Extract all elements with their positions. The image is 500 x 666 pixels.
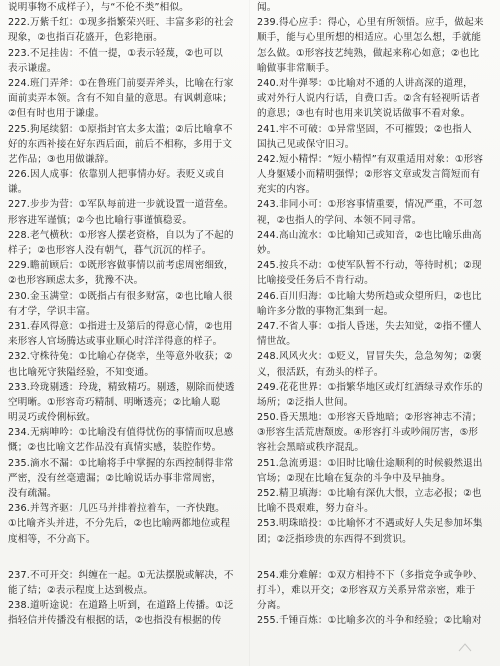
text-line: 247.不省人事：①指人昏迷，失去知觉，②指不懂人: [257, 320, 482, 332]
paragraph-gap: [8, 547, 242, 568]
text-line: 252.精卫填海：①比喻有深仇大恨，立志必报；②也: [257, 488, 482, 499]
text-line: 怎么做。①形容技艺纯熟，做起来称心如意；②也比: [257, 47, 480, 59]
text-line: ②但有时也用于谦虚。: [8, 108, 105, 120]
text-line: 248.风风火火：①贬义，冒冒失失，急急匆匆；②褒: [257, 351, 482, 363]
text-line: 容社会黑暗或秩序混乱。: [257, 442, 365, 454]
text-line: 223.不足挂齿：不值一提，①表示轻蔑，②也可以: [8, 47, 223, 59]
text-line: 的意思；③也有时也用来讥笑说话做事不看对象。: [257, 108, 471, 120]
text-line: 好的东西补接在好东西后面，前后不相称，多用于文: [8, 138, 233, 150]
text-line: 250.昏天黑地：①形容天昏地暗；②形容神志不清；: [257, 412, 482, 424]
right-bottom-block: [257, 568, 491, 629]
text-line: 闻。: [257, 2, 277, 13]
text-line: 谦。: [8, 184, 28, 196]
text-line: 面前卖弄本领。含有不知自量的意思。有讽刺意味；: [8, 93, 233, 105]
text-line: 也比喻死守狭隘经验，不知变通。: [8, 366, 155, 378]
text-line: 231.春风得意：①指进士及第后的得意心情，②也用: [8, 320, 233, 332]
text-line: 妙。: [257, 245, 277, 256]
text-line: 241.牢不可破：①异常坚固，不可摧毁；②也指人: [257, 123, 472, 135]
text-line: 242.短小精悍：“短小精悍”有双重适用对象：①形容: [257, 153, 484, 165]
text-line: 指轻信并传播没有根据的话，②也指没有根据的传: [8, 615, 222, 627]
text-line: 234.无病呻吟：①比喻没有值得忧伤的事情而叹息感: [8, 427, 234, 439]
text-line: 比喻接受任务后不肯行动。: [257, 275, 374, 287]
text-line: 246.百川归海：①比喻大势所趋或众望所归，②也比: [257, 290, 482, 302]
text-line: 团；②泛指珍贵的东西得不到赏识。: [257, 533, 412, 545]
text-line: 说明事物不成样子），与“不伦不类”相似。: [8, 2, 189, 13]
left-bottom-block: [8, 568, 242, 629]
text-line: 慨；②也比喻文艺作品没有真情实感，装腔作势。: [8, 442, 222, 454]
text-line: ①比喻齐头并进，不分先后，②也比喻两都地位或程: [8, 518, 231, 530]
text-line: 情世故。: [257, 336, 296, 348]
right-top-block: [257, 0, 491, 547]
text-line: ②也形容顾虑太多，犹豫不决。: [8, 275, 144, 287]
text-line: 现象，②也指百花盛开，色彩艳丽。: [8, 32, 163, 44]
text-line: 形容进军谨慎；②今也比喻行事谨慎稳妥。: [8, 214, 193, 226]
text-line: 义，很活跃，有劲头的样子。: [257, 366, 384, 378]
text-line: 253.明珠暗投：①比喻怀才不遇或好人失足参加坏集: [257, 518, 483, 530]
text-line: 233.玲珑剔透：玲珑，精致精巧。剔透，剔除而使透: [8, 381, 235, 393]
text-line: 或对外行人说内行话，自费口舌。②含有轻视听话者: [257, 93, 481, 105]
right-column: [257, 0, 491, 629]
text-line: 222.万紫千红：①现多指繁荣兴旺、丰富多彩的社会: [8, 17, 234, 29]
text-line: 239.得心应手：得心，心里有所领悟。应手，做起来: [257, 17, 484, 29]
text-line: 人身躯矮小而精明强悍；②形容文章或发言简短而有: [257, 169, 481, 181]
text-line: 有才学，学识丰富。: [8, 305, 96, 317]
text-line: 国执己见或保守旧习。: [257, 138, 355, 150]
text-line: 样子；②也形容人没有朝气，暮气沉沉的样子。: [8, 245, 212, 256]
text-line: 238.道听途说：在道路上听到，在道路上传播。①泛: [8, 600, 234, 612]
text-line: 244.高山流水：①比喻知己或知音，②也比喻乐曲高: [257, 229, 482, 241]
text-line: 打斗），难以开交；②形容双方关系异常亲密，难于: [257, 584, 476, 596]
text-line: 顺手，能与心里所想的相适应。心里怎么想，手就能: [257, 32, 482, 44]
text-line: 没有疏漏。: [8, 488, 57, 499]
text-line: 243.非同小可：①形容事情重要，情况严重，不可忽: [257, 199, 483, 211]
text-line: 230.金玉满堂：①既指占有很多财富，②也比喻人很: [8, 290, 233, 302]
text-line: 场所；②泛指人世间。: [257, 396, 354, 408]
text-line: 228.老气横秋：①形容人摆老资格，自以为了不起的: [8, 229, 234, 241]
column-divider: [249, 0, 250, 666]
text-line: 来形容人官场腾达或事业顺心时洋洋得意的样子。: [8, 336, 223, 348]
text-line: 空明晰。①形容奇巧精制、明晰透亮；②比喻人聪: [8, 396, 221, 408]
text-line: 225.狗尾续貂：①原指封官太多太滥；②后比喻拿不: [8, 123, 233, 135]
text-line: 充实的内容。: [257, 184, 316, 196]
text-line: 254.难分难解：①双方相持不下（多指竞争或争吵、: [257, 569, 483, 581]
text-line: 226.因人成事：依靠别人把事情办好。表贬义或自: [8, 169, 225, 181]
text-line: 240.对牛弹琴：①比喻对不通的人讲高深的道理，: [257, 77, 473, 89]
text-line: 度相等，不分高下。: [8, 533, 96, 545]
text-line: 235.滴水不漏：①比喻将手中掌握的东西控制得非常: [8, 457, 234, 469]
text-line: ③形容生活荒唐颓废。④形容打斗或吵闹厉害，⑤形: [257, 427, 479, 439]
text-line: 232.守株待兔：①比喻心存侥幸，坐等意外收获；②: [8, 351, 233, 363]
text-line: 237.不可开交：纠缠在一起。①无法摆脱或解决，不: [8, 569, 234, 581]
text-line: 严密，没有丝毫遗漏；②比喻说话办事非常周密，: [8, 472, 222, 484]
text-line: 官场；②现在比喻在复杂的斗争中及早抽身。: [257, 472, 451, 484]
text-line: 艺作品；③也用做谦辞。: [8, 153, 115, 165]
page-curl-icon: [458, 642, 472, 652]
paragraph-gap: [257, 547, 491, 568]
text-line: 251.急流勇退：①旧时比喻仕途顺利的时候毅然退出: [257, 457, 483, 469]
text-line: 分离。: [257, 600, 287, 612]
left-top-block: [8, 0, 242, 547]
text-line: 224.班门弄斧：①在鲁班门前耍弄斧头，比喻在行家: [8, 77, 234, 89]
text-line: 能了结；②表示程度上达到极点。: [8, 584, 154, 596]
text-line: 227.步步为营：①军队每前进一步就设置一道营垒。: [8, 199, 234, 211]
text-line: 表示谦虚。: [8, 62, 57, 74]
text-line: 249.花花世界：①指繁华地区或灯红酒绿寻欢作乐的: [257, 381, 483, 393]
text-line: 比喻不畏艰难，努力奋斗。: [257, 503, 374, 515]
text-line: 明灵巧或伶俐标致。: [8, 412, 96, 424]
text-line: 255.千锤百炼：①比喻多次的斗争和经验；②比喻对: [257, 615, 482, 627]
text-line: 245.按兵不动：①使军队暂不行动，等待时机；②现: [257, 260, 482, 272]
left-column: [8, 0, 242, 629]
text-line: 229.瞻前顾后：①既形容做事情以前考虑周密细致，: [8, 260, 234, 272]
text-line: 236.并驾齐驱：几匹马并排着拉着车，一齐快跑。: [8, 503, 225, 515]
text-line: 视，②也指人的学问、本领不同寻常。: [257, 214, 422, 226]
text-line: 喻做事非常顺手。: [257, 62, 335, 74]
text-line: 喻许多分散的事物汇集到一起。: [257, 305, 394, 317]
